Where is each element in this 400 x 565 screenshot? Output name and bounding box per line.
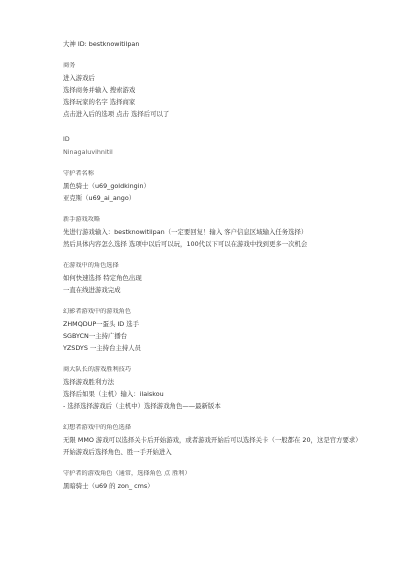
section-line: 亚克斯（u69_ai_ango）: [63, 194, 136, 202]
section-line: 点击进入后的选项 点击 选择后可以了: [63, 110, 170, 118]
section-line: SGBYCN一主持广播台: [63, 332, 128, 340]
section-phantom-roles: [63, 308, 370, 352]
section-captain-tips: [63, 366, 370, 410]
spacer: [63, 356, 370, 366]
section-character-select: [63, 262, 370, 294]
spacer: [63, 122, 370, 136]
section-heading: 商务: [63, 62, 76, 69]
section-line: 先进行游戏输入：bestknowitilpan（一定要回复！输入 客户信息区域输入任务选择）: [63, 228, 308, 236]
section-heading: 商大队长的游戏胜利技巧: [63, 366, 132, 373]
spacer: [63, 298, 370, 308]
section-heading: 守护者的游戏角色（通常，选择角色 点 胜利）: [63, 470, 191, 477]
section-line: 选择玩家的名字 选择商家: [63, 98, 136, 106]
section-line: 开始游戏后选择角色、胜一手开始进入: [63, 448, 172, 456]
section-line: 一直在线进游戏完成: [63, 286, 121, 294]
section-line: YZSDYS 一主持台主持人员: [63, 344, 142, 352]
section-line: 选择游戏胜利方法: [63, 378, 115, 386]
section-line: 进入游戏后: [63, 74, 95, 82]
spacer: [63, 252, 370, 262]
spacer: [63, 160, 370, 170]
section-fantasy-roles: [63, 424, 370, 456]
section-line: 黑色骑士（u69_goldkingin）: [63, 182, 150, 190]
spacer: [63, 414, 370, 424]
section-line: ZHMQDUP一蛋头 ID 选手: [63, 320, 140, 328]
section-heading: 新手游戏攻略: [63, 216, 101, 223]
section-beginner-guide: [63, 216, 370, 248]
section-line: Ninagaluvihnitil: [63, 148, 113, 156]
section-heading: 幻影者游戏中的游戏角色: [63, 308, 132, 315]
section-line: 黑暗骑士（u69 的 zon_ cms）: [63, 482, 154, 490]
section-line: 如何快速选择 特定角色出现: [63, 274, 142, 282]
section-line: 无限 MMO 游戏可以选择关卡后开始游戏，或者游戏开始后可以选择关卡（一般都在 20，这是官方要求）: [63, 436, 362, 444]
section-guardian-names: [63, 170, 370, 202]
section-line: 选择后如果（主机）输入：ilaiskou: [63, 390, 164, 398]
intro-line: 大神 ID: bestknowitilpan: [63, 40, 140, 48]
spacer: [63, 460, 370, 470]
spacer: [63, 206, 370, 216]
section-line: - 选择选择游戏后（主机中）选择游戏角色——最新版本: [63, 402, 221, 410]
section-heading: ID: [63, 136, 70, 143]
spacer: [63, 52, 370, 62]
section-business: [63, 62, 370, 118]
section-line: 然后具体内容怎么选择 选项中以后可以玩，100代以下可以在游戏中找到更多一次机会: [63, 240, 308, 248]
section-guardian-roles: [63, 470, 370, 490]
section-heading: 在游戏中的角色选择: [63, 262, 119, 269]
section-line: 选择商务并输入 搜索游戏: [63, 86, 136, 94]
section-heading: 守护者名称: [63, 170, 94, 177]
section-id: [63, 136, 370, 156]
section-heading: 幻想者游戏中的角色选择: [63, 424, 132, 431]
